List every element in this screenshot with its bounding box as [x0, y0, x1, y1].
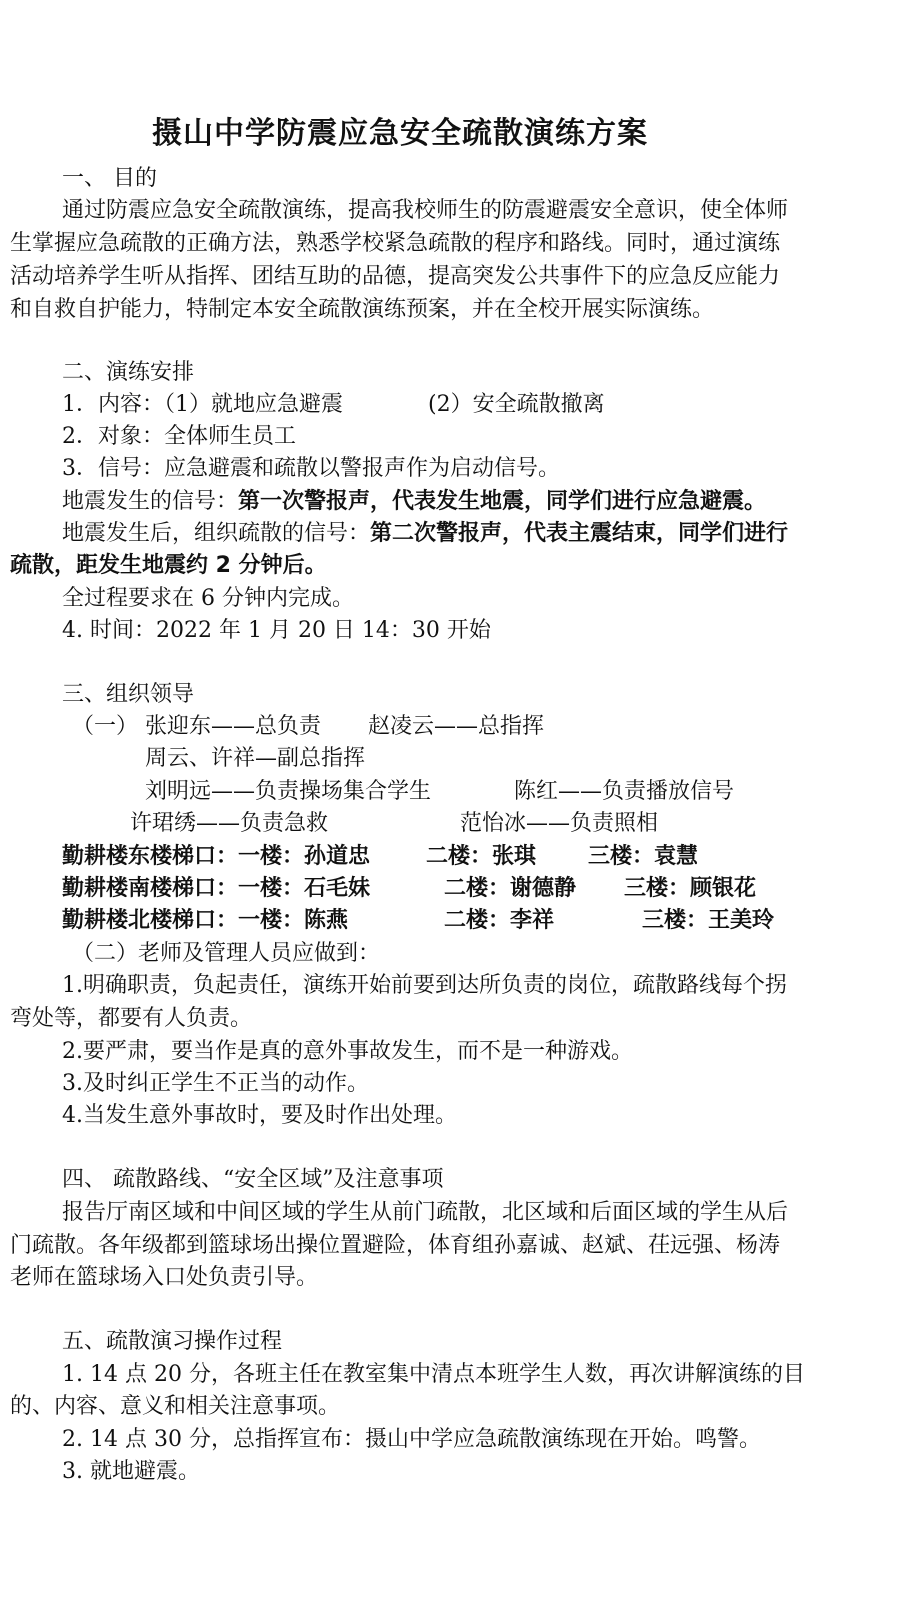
stairway-duty-row [0, 840, 890, 874]
stairway-duty-third-floor: 三楼：顾银花 [624, 876, 757, 901]
procedure-step-line: 1. 14 点 20 分，各班主任在教室集中清点本班学生人数，再次讲解演练的目 [62, 1362, 805, 1387]
section-1-paragraph-line: 和自救自护能力，特制定本安全疏散演练预案，并在全校开展实际演练。 [10, 297, 715, 322]
section-4-paragraph-line: 门疏散。各年级都到篮球场出操位置避险，体育组孙嘉诚、赵斌、茌远强、杨涛 [10, 1233, 781, 1258]
stairway-duty-third-floor: 三楼：王美玲 [642, 908, 775, 933]
staff-duty-line: 弯处等，都要有人负责。 [10, 1006, 253, 1031]
section-4-heading: 四、 疏散路线、“安全区域”及注意事项 [62, 1167, 444, 1192]
stairway-duty-second-floor: 二楼：李祥 [444, 908, 555, 933]
evacuation-signal-label: 地震发生后，组织疏散的信号： [62, 521, 371, 546]
staff-duty-line: 4.当发生意外事故时，要及时作出处理。 [62, 1103, 457, 1128]
drill-content-item-1: 1．内容：（1）就地应急避震 [62, 392, 343, 417]
staff-duty-line: 2.要严肃，要当作是真的意外事故发生，而不是一种游戏。 [62, 1039, 633, 1064]
evacuation-signal-line [0, 517, 900, 551]
stairway-duty-second-floor: 二楼：张琪 [426, 844, 537, 869]
document-title: 摄山中学防震应急安全疏散演练方案 [152, 116, 648, 151]
leadership-item: 刘明远——负责操场集合学生 [145, 779, 432, 804]
stairway-duty-first-floor: 勤耕楼南楼梯口：一楼：石毛妹 [62, 876, 371, 901]
staff-duty-line: 3.及时纠正学生不正当的动作。 [62, 1071, 369, 1096]
leadership-subheading-2 [0, 937, 890, 971]
leadership-subheading-1: （一） [72, 714, 139, 739]
leadership-row [0, 807, 890, 841]
earthquake-signal-label: 地震发生的信号： [62, 489, 239, 514]
staff-duty-line: 1.明确职责，负起责任，演练开始前要到达所负责的岗位，疏散路线每个拐 [62, 973, 787, 998]
leadership-item: 张迎东——总负责 [145, 714, 322, 739]
completion-time-line: 全过程要求在 6 分钟内完成。 [62, 586, 354, 611]
evacuation-signal-text: 第二次警报声，代表主震结束，同学们进行 [370, 521, 789, 546]
leadership-row [0, 775, 890, 809]
section-1-heading: 一、 目的 [62, 166, 157, 191]
stairway-duty-first-floor: 勤耕楼北楼梯口：一楼：陈燕 [62, 908, 349, 933]
leadership-item: 赵凌云——总指挥 [368, 714, 545, 739]
drill-content-item-2: (2）安全疏散撤离 [428, 392, 605, 417]
earthquake-signal-text: 第一次警报声，代表发生地震，同学们进行应急避震。 [238, 489, 767, 514]
evacuation-signal-continuation: 疏散，距发生地震约 2 分钟后。 [10, 553, 327, 578]
stairway-duty-row [0, 872, 890, 906]
drill-time-line: 4. 时间：2022 年 1 月 20 日 14：30 开始 [62, 618, 491, 643]
drill-content-line [0, 388, 890, 422]
procedure-step-line: 3. 就地避震。 [62, 1459, 200, 1484]
leadership-row [0, 710, 890, 744]
stairway-duty-third-floor: 三楼：袁慧 [588, 844, 699, 869]
section-4-paragraph-line: 报告厅南区域和中间区域的学生从前门疏散，北区域和后面区域的学生从后 [62, 1200, 789, 1225]
section-3-heading: 三、组织领导 [62, 682, 195, 707]
earthquake-signal-line [0, 485, 900, 519]
staff-duties-heading: （二）老师及管理人员应做到： [72, 941, 381, 966]
procedure-step-line: 的、内容、意义和相关注意事项。 [10, 1394, 341, 1419]
drill-signal-line: 3．信号：应急避震和疏散以警报声作为启动信号。 [62, 456, 560, 481]
section-5-heading: 五、疏散演习操作过程 [62, 1329, 283, 1354]
drill-target-line: 2．对象：全体师生员工 [62, 424, 296, 449]
procedure-step-line: 2. 14 点 30 分，总指挥宣布：摄山中学应急疏散演练现在开始。鸣警。 [62, 1427, 761, 1452]
leadership-item: 范怡冰——负责照相 [460, 811, 659, 836]
stairway-duty-first-floor: 勤耕楼东楼梯口：一楼：孙道忠 [62, 844, 371, 869]
leadership-item: 许珺绣——负责急救 [130, 811, 329, 836]
section-4-paragraph-line: 老师在篮球场入口处负责引导。 [10, 1265, 319, 1290]
section-1-paragraph-line: 生掌握应急疏散的正确方法，熟悉学校紧急疏散的程序和路线。同时，通过演练 [10, 231, 781, 256]
leadership-row [0, 742, 890, 776]
stairway-duty-row [0, 904, 890, 938]
leadership-item: 周云、许祥—副总指挥 [145, 746, 366, 771]
section-1-paragraph-line: 通过防震应急安全疏散演练，提高我校师生的防震避震安全意识，使全体师 [62, 198, 789, 223]
section-1-paragraph-line: 活动培养学生听从指挥、团结互助的品德，提高突发公共事件下的应急反应能力 [10, 264, 781, 289]
leadership-item: 陈红——负责播放信号 [514, 779, 735, 804]
stairway-duty-second-floor: 二楼：谢德静 [444, 876, 577, 901]
section-2-heading: 二、演练安排 [62, 360, 195, 385]
